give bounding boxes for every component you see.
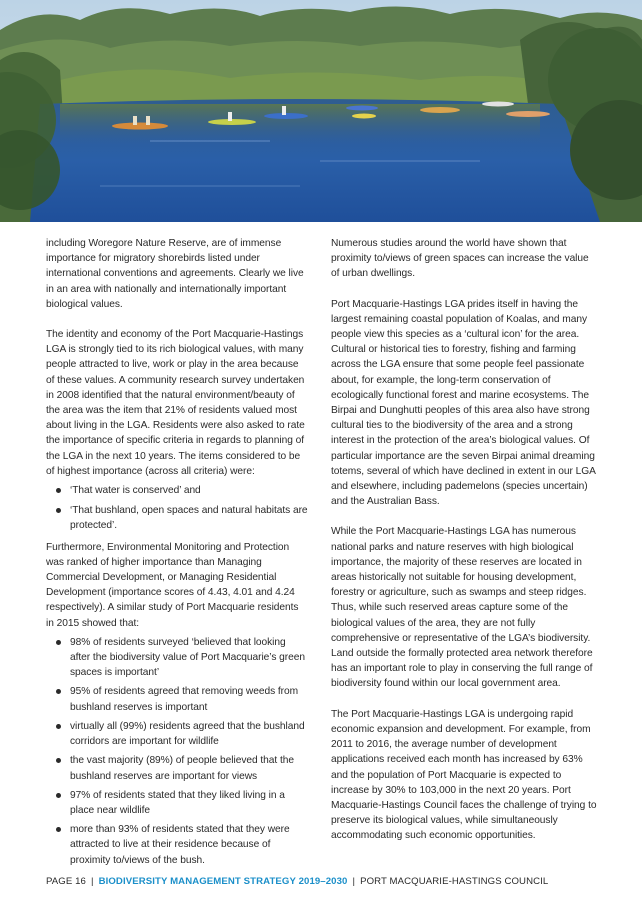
left-paragraph-1: including Woregore Nature Reserve, are of immense importance for migratory shorebirds listed under international conventions and agreements. Clearly we live in an area with nationally and internationally important biological values. — [46, 238, 304, 310]
list-item: ‘That bushland, open spaces and natural habitats are protected’. — [46, 503, 308, 533]
page-number: PAGE 16 — [46, 876, 86, 887]
left-paragraph-2: The identity and economy of the Port Macquarie-Hastings LGA is strongly tied to its rich biological values, with many people attracted to live, work or play in the area because of these values. A community research survey undertaken in 2008 identified that the natural environment/beauty of the area was the item that 21% of residents valued most about living in the LGA. Residents were also asked to rate the importance of specific criteria in regards to planning of the LGA in the next 10 years. The items considered to be of highest importance (across all criteria) were: — [46, 329, 305, 477]
left-column — [46, 236, 308, 874]
right-paragraph-3: While the Port Macquarie-Hastings LGA has numerous national parks and nature reserves with high biological importance, the majority of these reserves are located in areas historically not suitable for housing development, forestry or agriculture, such as swamps and steep ridges. Thus, while such reserved areas capture some of the biological values of the area, they are not fully comprehensive or representative of the LGA’s biodiversity. Land outside the formally protected area network therefore has an important role to play in conserving the full range of biodiversity found within our local government area. — [331, 526, 593, 690]
list-item: the vast majority (89%) of people believed that the bushland reserves are important for views — [46, 753, 308, 783]
left-paragraph-3: Furthermore, Environmental Monitoring and Protection was ranked of higher importance than Managing Commercial Development, or Managing Residential Development (importance scores of 4.43, 4.01 and 4.24 respectively). A similar study of Port Macquarie residents in 2015 showed that: — [46, 541, 299, 629]
document-title: BIODIVERSITY MANAGEMENT STRATEGY 2019–2030 — [98, 876, 348, 887]
survey-results-list — [46, 635, 308, 868]
list-item: more than 93% of residents stated that they were attracted to live at their residence because of proximity to/views of the bush. — [46, 822, 308, 868]
list-item: 98% of residents surveyed ‘believed that looking after the biodiversity value of Port Macquarie’s green spaces is important’ — [46, 635, 308, 681]
footer-divider: | — [90, 876, 94, 887]
right-paragraph-1: Numerous studies around the world have shown that proximity to/views of green spaces can increase the value of urban dwellings. — [331, 238, 589, 280]
list-item: 97% of residents stated that they liked living in a place near wildlife — [46, 788, 308, 818]
list-item: 95% of residents agreed that removing weeds from bushland reserves is important — [46, 684, 308, 714]
right-column — [331, 236, 597, 859]
list-item: ‘That water is conserved’ and — [46, 483, 308, 498]
page-footer — [46, 876, 548, 887]
footer-divider: | — [352, 876, 356, 887]
importance-list — [46, 483, 308, 534]
organisation-name: PORT MACQUARIE-HASTINGS COUNCIL — [360, 876, 549, 887]
list-item: virtually all (99%) residents agreed that the bushland corridors are important for wildlife — [46, 719, 308, 749]
kayakers-on-river-photo — [0, 0, 642, 222]
hero-photo — [0, 0, 642, 222]
right-paragraph-4: The Port Macquarie-Hastings LGA is undergoing rapid economic expansion and development. For example, from 2011 to 2016, the average number of development applications received each month has increased by 63% and the population of Port Macquarie is expected to increase by 30% to 103,000 in the next 20 years. Port Macquarie-Hastings Council faces the challenge of trying to preserve its biological values, while simultaneously accommodating such economic opportunities. — [331, 708, 597, 842]
right-paragraph-2: Port Macquarie-Hastings LGA prides itself in having the largest remaining coastal population of Koalas, and many people view this species as a ‘cultural icon’ for the area. Cultural or historical ties to forestry, fishing and farming across the LGA ensure that some people feel passionate about, for example, the long-term conservation of ecologically functional forest and marine ecosystems. The Birpai and Dunghutti peoples of this area also have strong cultural ties to the biodiversity of the area and a strong interest in the protection of the area’s biological values. Of particular importance are the seven Birpai animal dreaming totems, several of which have declined in extent in our LGA and elsewhere, including pademelons (species uncertain) and the Australian Bass. — [331, 298, 596, 508]
